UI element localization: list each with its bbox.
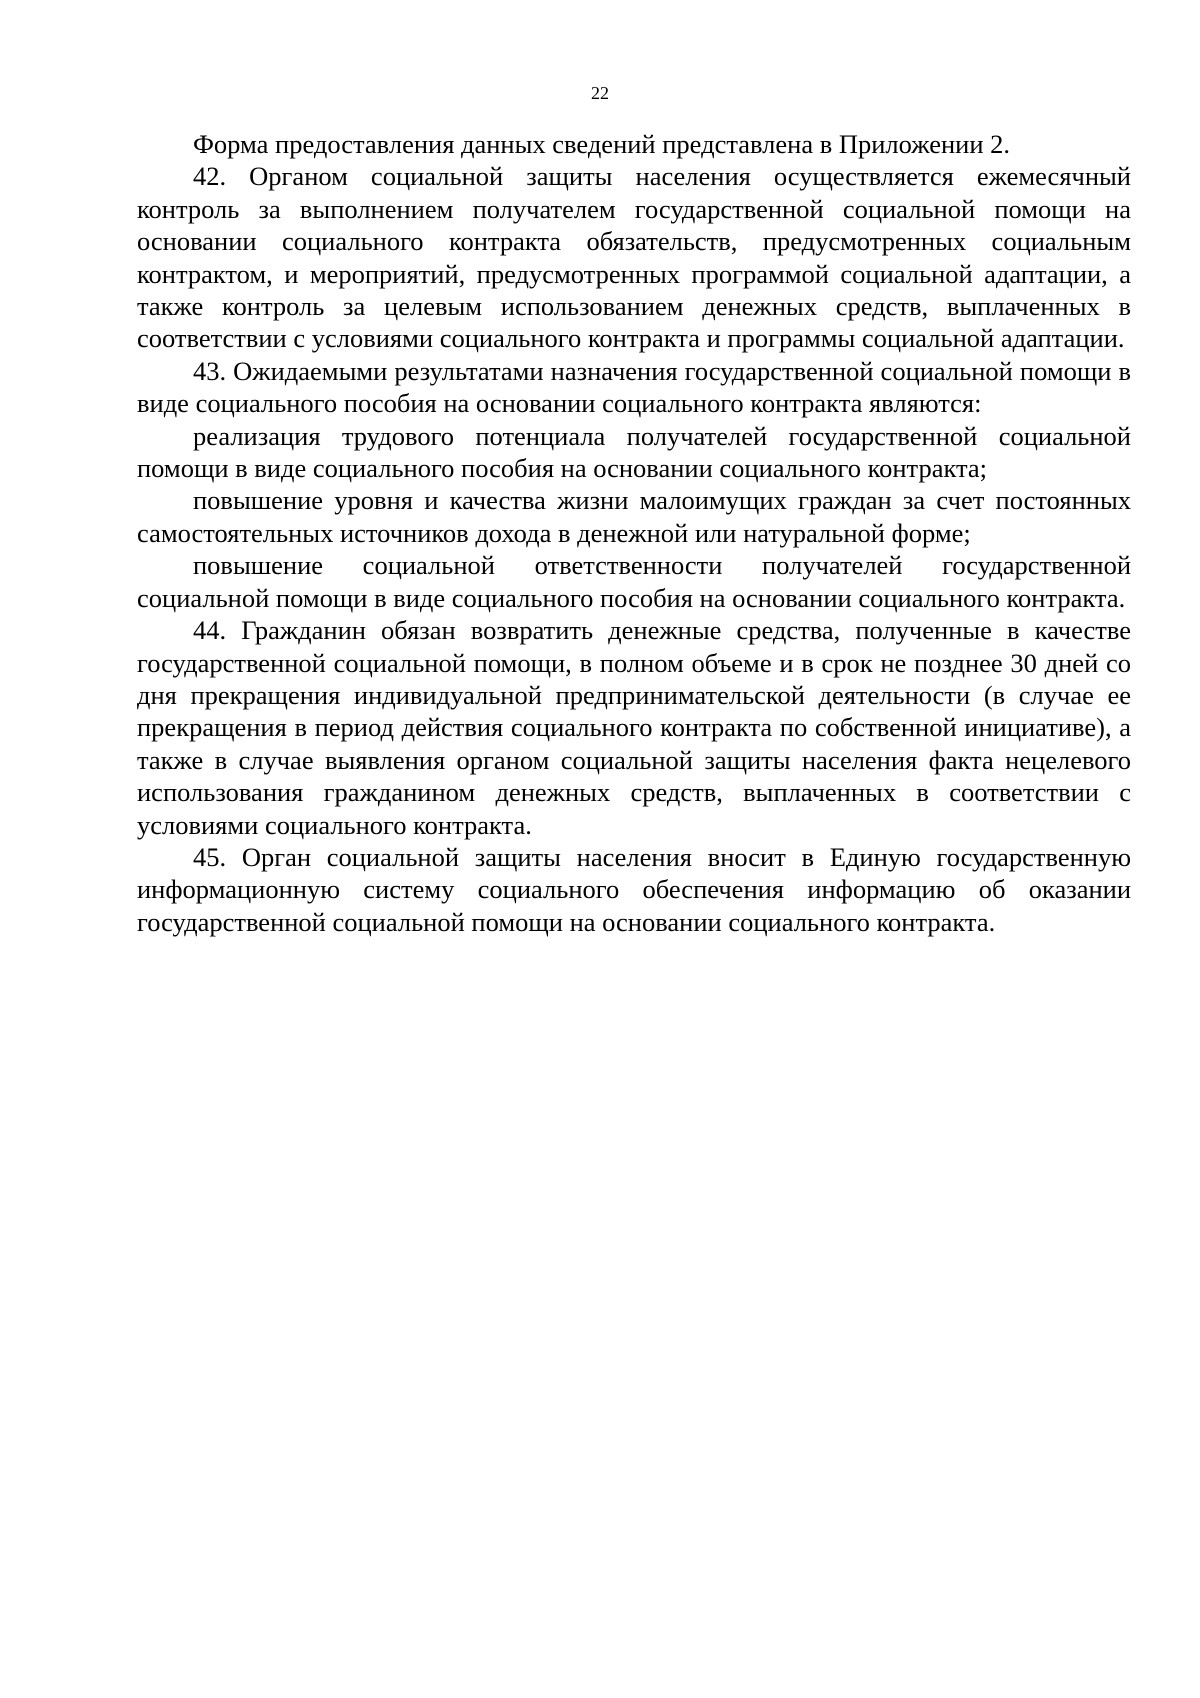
paragraph-result-living-standard: повышение уровня и качества жизни малоимущих граждан за счет постоянных самостоятельных источников дохода в денежной или натуральной форме; (137, 485, 1131, 548)
paragraph-44: 44. Гражданин обязан возвратить денежные средства, полученные в качестве государственной социальной помощи, в полном объеме и в срок не позднее 30 дней со дня прекращения индивидуальной предпринимательской деятельности (в случае ее прекращения в период действия социального контракта по собственной инициативе), а также в случае выявления органом социальной защиты населения факта нецелевого использования гражданином денежных средств, выплаченных в соответствии с условиями социального контракта. (137, 615, 1131, 840)
paragraph-45: 45. Орган социальной защиты населения вносит в Единую государственную информационную систему социального обеспечения информацию об оказании государственной социальной помощи на основании социального контракта. (137, 841, 1131, 937)
paragraph-result-labor-potential: реализация трудового потенциала получателей государственной социальной помощи в виде социального пособия на основании социального контракта; (137, 420, 1131, 484)
paragraph-42: 42. Органом социальной защиты населения осуществляется ежемесячный контроль за выполнением получателем государственной социальной помощи на основании социального контракта обязательств, предусмотренных социальным контрактом, и мероприятий, предусмотренных программой социальной адаптации, а также контроль за целевым использованием денежных средств, выплаченных в соответствии с условиями социального контракта и программы социальной адаптации. (137, 161, 1131, 354)
paragraph-form-reference: Форма предоставления данных сведений представлена в Приложении 2. (193, 129, 1010, 159)
page-number: 22 (591, 83, 609, 103)
paragraph-43: 43. Ожидаемыми результатами назначения государственной социальной помощи в виде социального пособия на основании социального контракта являются: (137, 355, 1131, 419)
document-body (137, 128, 1131, 938)
paragraph-result-social-responsibility: повышение социальной ответственности получателей государственной социальной помощи в виде социального пособия на основании социального контракта. (137, 550, 1131, 613)
